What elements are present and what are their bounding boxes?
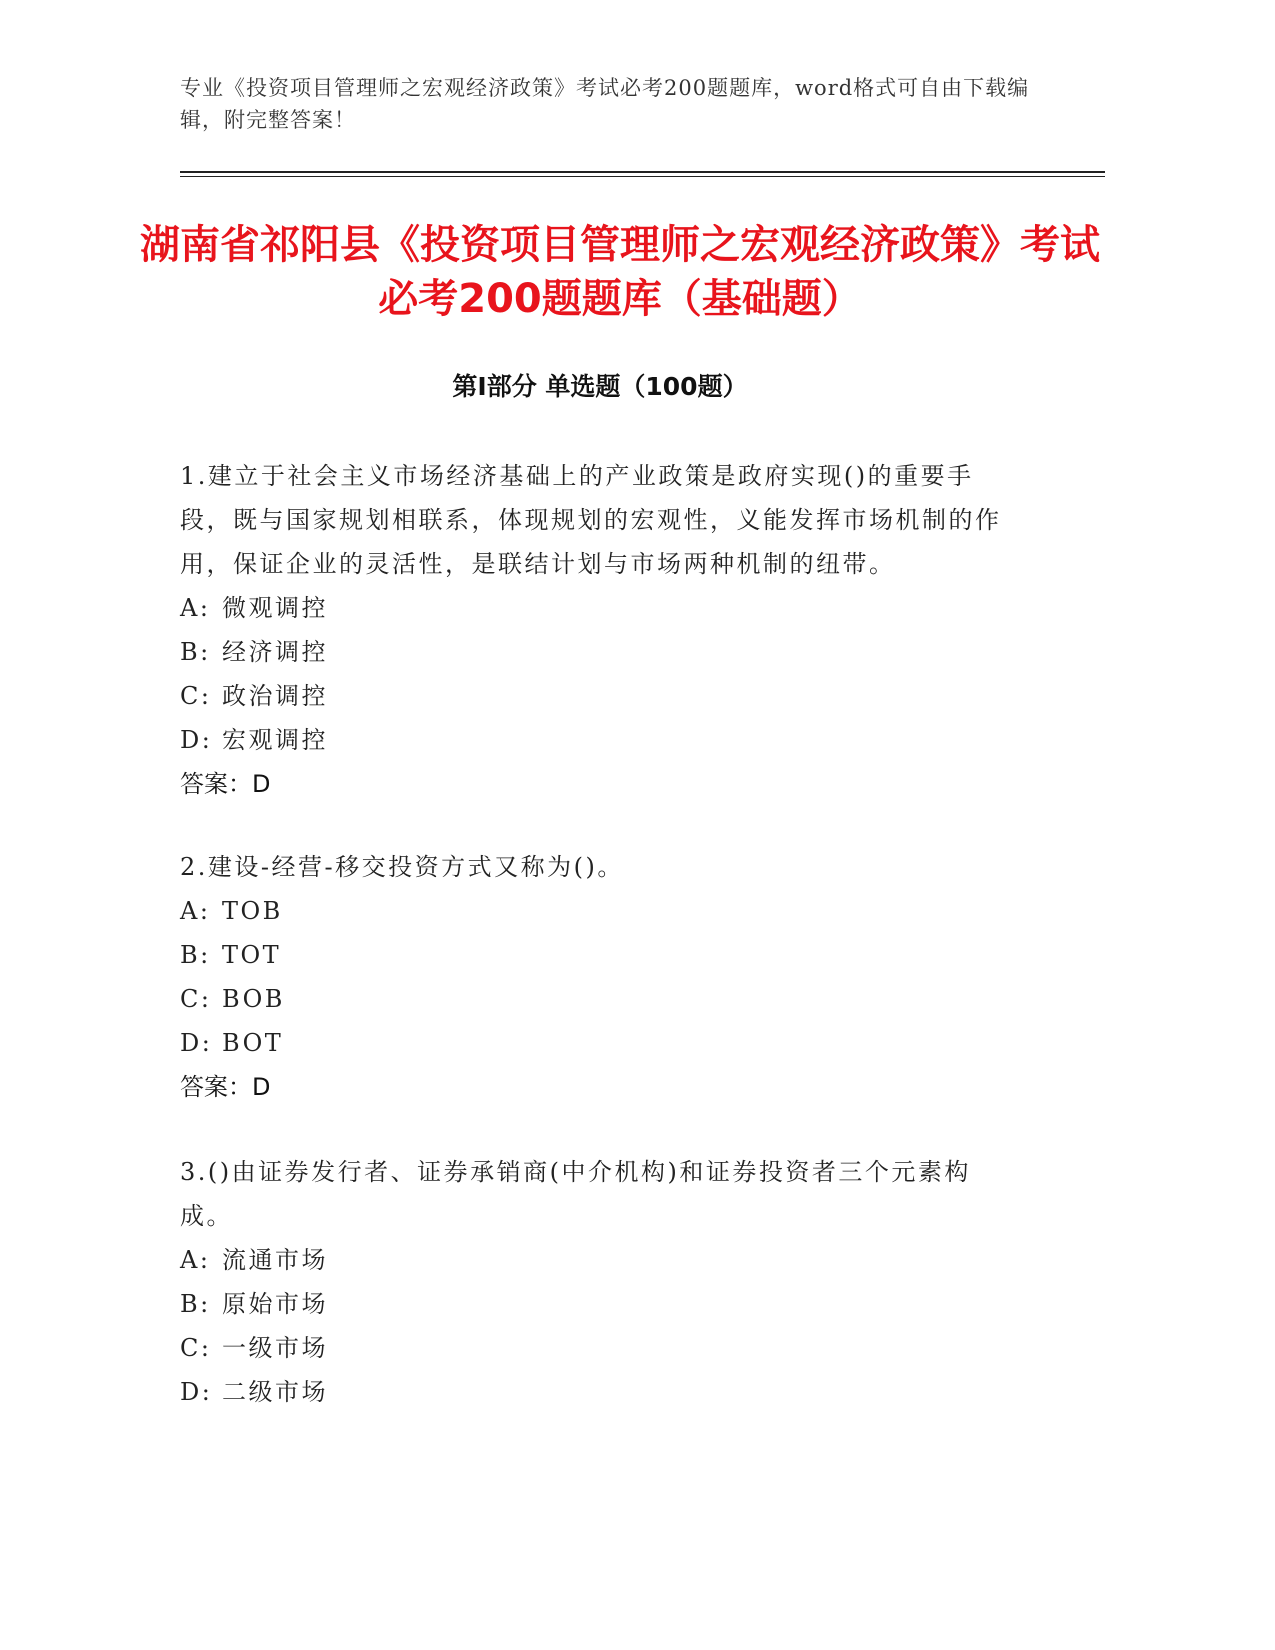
option-text: 原始市场 (222, 1290, 328, 1318)
answer-line: 答案：D (180, 1073, 271, 1101)
option-text: BOB (222, 985, 285, 1013)
option-letter: A: (180, 1246, 211, 1274)
question-3 (180, 1150, 1020, 1414)
option-text: 经济调控 (222, 638, 328, 666)
option-a (180, 586, 1020, 630)
option-text: 微观调控 (222, 594, 328, 622)
question-1 (180, 454, 1020, 806)
document-title: 湖南省祁阳县《投资项目管理师之宏观经济政策》考试必考200题题库（基础题） (140, 222, 1100, 322)
option-letter: B: (180, 638, 211, 666)
option-letter: A: (180, 897, 211, 925)
question-2 (180, 845, 1020, 1109)
option-b (180, 1282, 1020, 1326)
option-b (180, 933, 1020, 977)
question-stem: 3.()由证券发行者、证券承销商(中介机构)和证券投资者三个元素构成。 (180, 1158, 971, 1230)
option-text: 宏观调控 (222, 726, 328, 754)
option-a (180, 1238, 1020, 1282)
option-d (180, 1370, 1020, 1414)
option-text: 二级市场 (222, 1378, 328, 1406)
option-text: 一级市场 (222, 1334, 328, 1362)
option-text: BOT (222, 1029, 284, 1057)
option-text: 流通市场 (222, 1246, 328, 1274)
option-letter: A: (180, 594, 211, 622)
option-text: TOB (222, 897, 283, 925)
question-stem: 1.建立于社会主义市场经济基础上的产业政策是政府实现()的重要手段，既与国家规划相联系，体现规划的宏观性，义能发挥市场机制的作用，保证企业的灵活性，是联结计划与市场两种机制的纽带。 (180, 462, 1002, 578)
option-letter: C: (180, 682, 212, 710)
header-rule-thick (180, 171, 1105, 173)
option-letter: D: (180, 1029, 213, 1057)
option-letter: B: (180, 941, 211, 969)
option-c (180, 977, 1020, 1021)
question-stem: 2.建设-经营-移交投资方式又称为()。 (180, 853, 624, 881)
header-rule-thin (180, 176, 1105, 177)
option-d (180, 1021, 1020, 1065)
option-c (180, 1326, 1020, 1370)
answer-line: 答案：D (180, 770, 271, 798)
option-text: 政治调控 (222, 682, 328, 710)
header-note: 专业《投资项目管理师之宏观经济政策》考试必考200题题库，word格式可自由下载编辑，附完整答案！ (180, 76, 1030, 132)
option-letter: B: (180, 1290, 211, 1318)
section-heading: 第I部分 单选题（100题） (452, 372, 748, 401)
option-c (180, 674, 1020, 718)
option-a (180, 889, 1020, 933)
option-letter: D: (180, 726, 213, 754)
option-letter: C: (180, 985, 212, 1013)
option-text: TOT (222, 941, 282, 969)
option-letter: D: (180, 1378, 213, 1406)
option-b (180, 630, 1020, 674)
option-d (180, 718, 1020, 762)
option-letter: C: (180, 1334, 212, 1362)
